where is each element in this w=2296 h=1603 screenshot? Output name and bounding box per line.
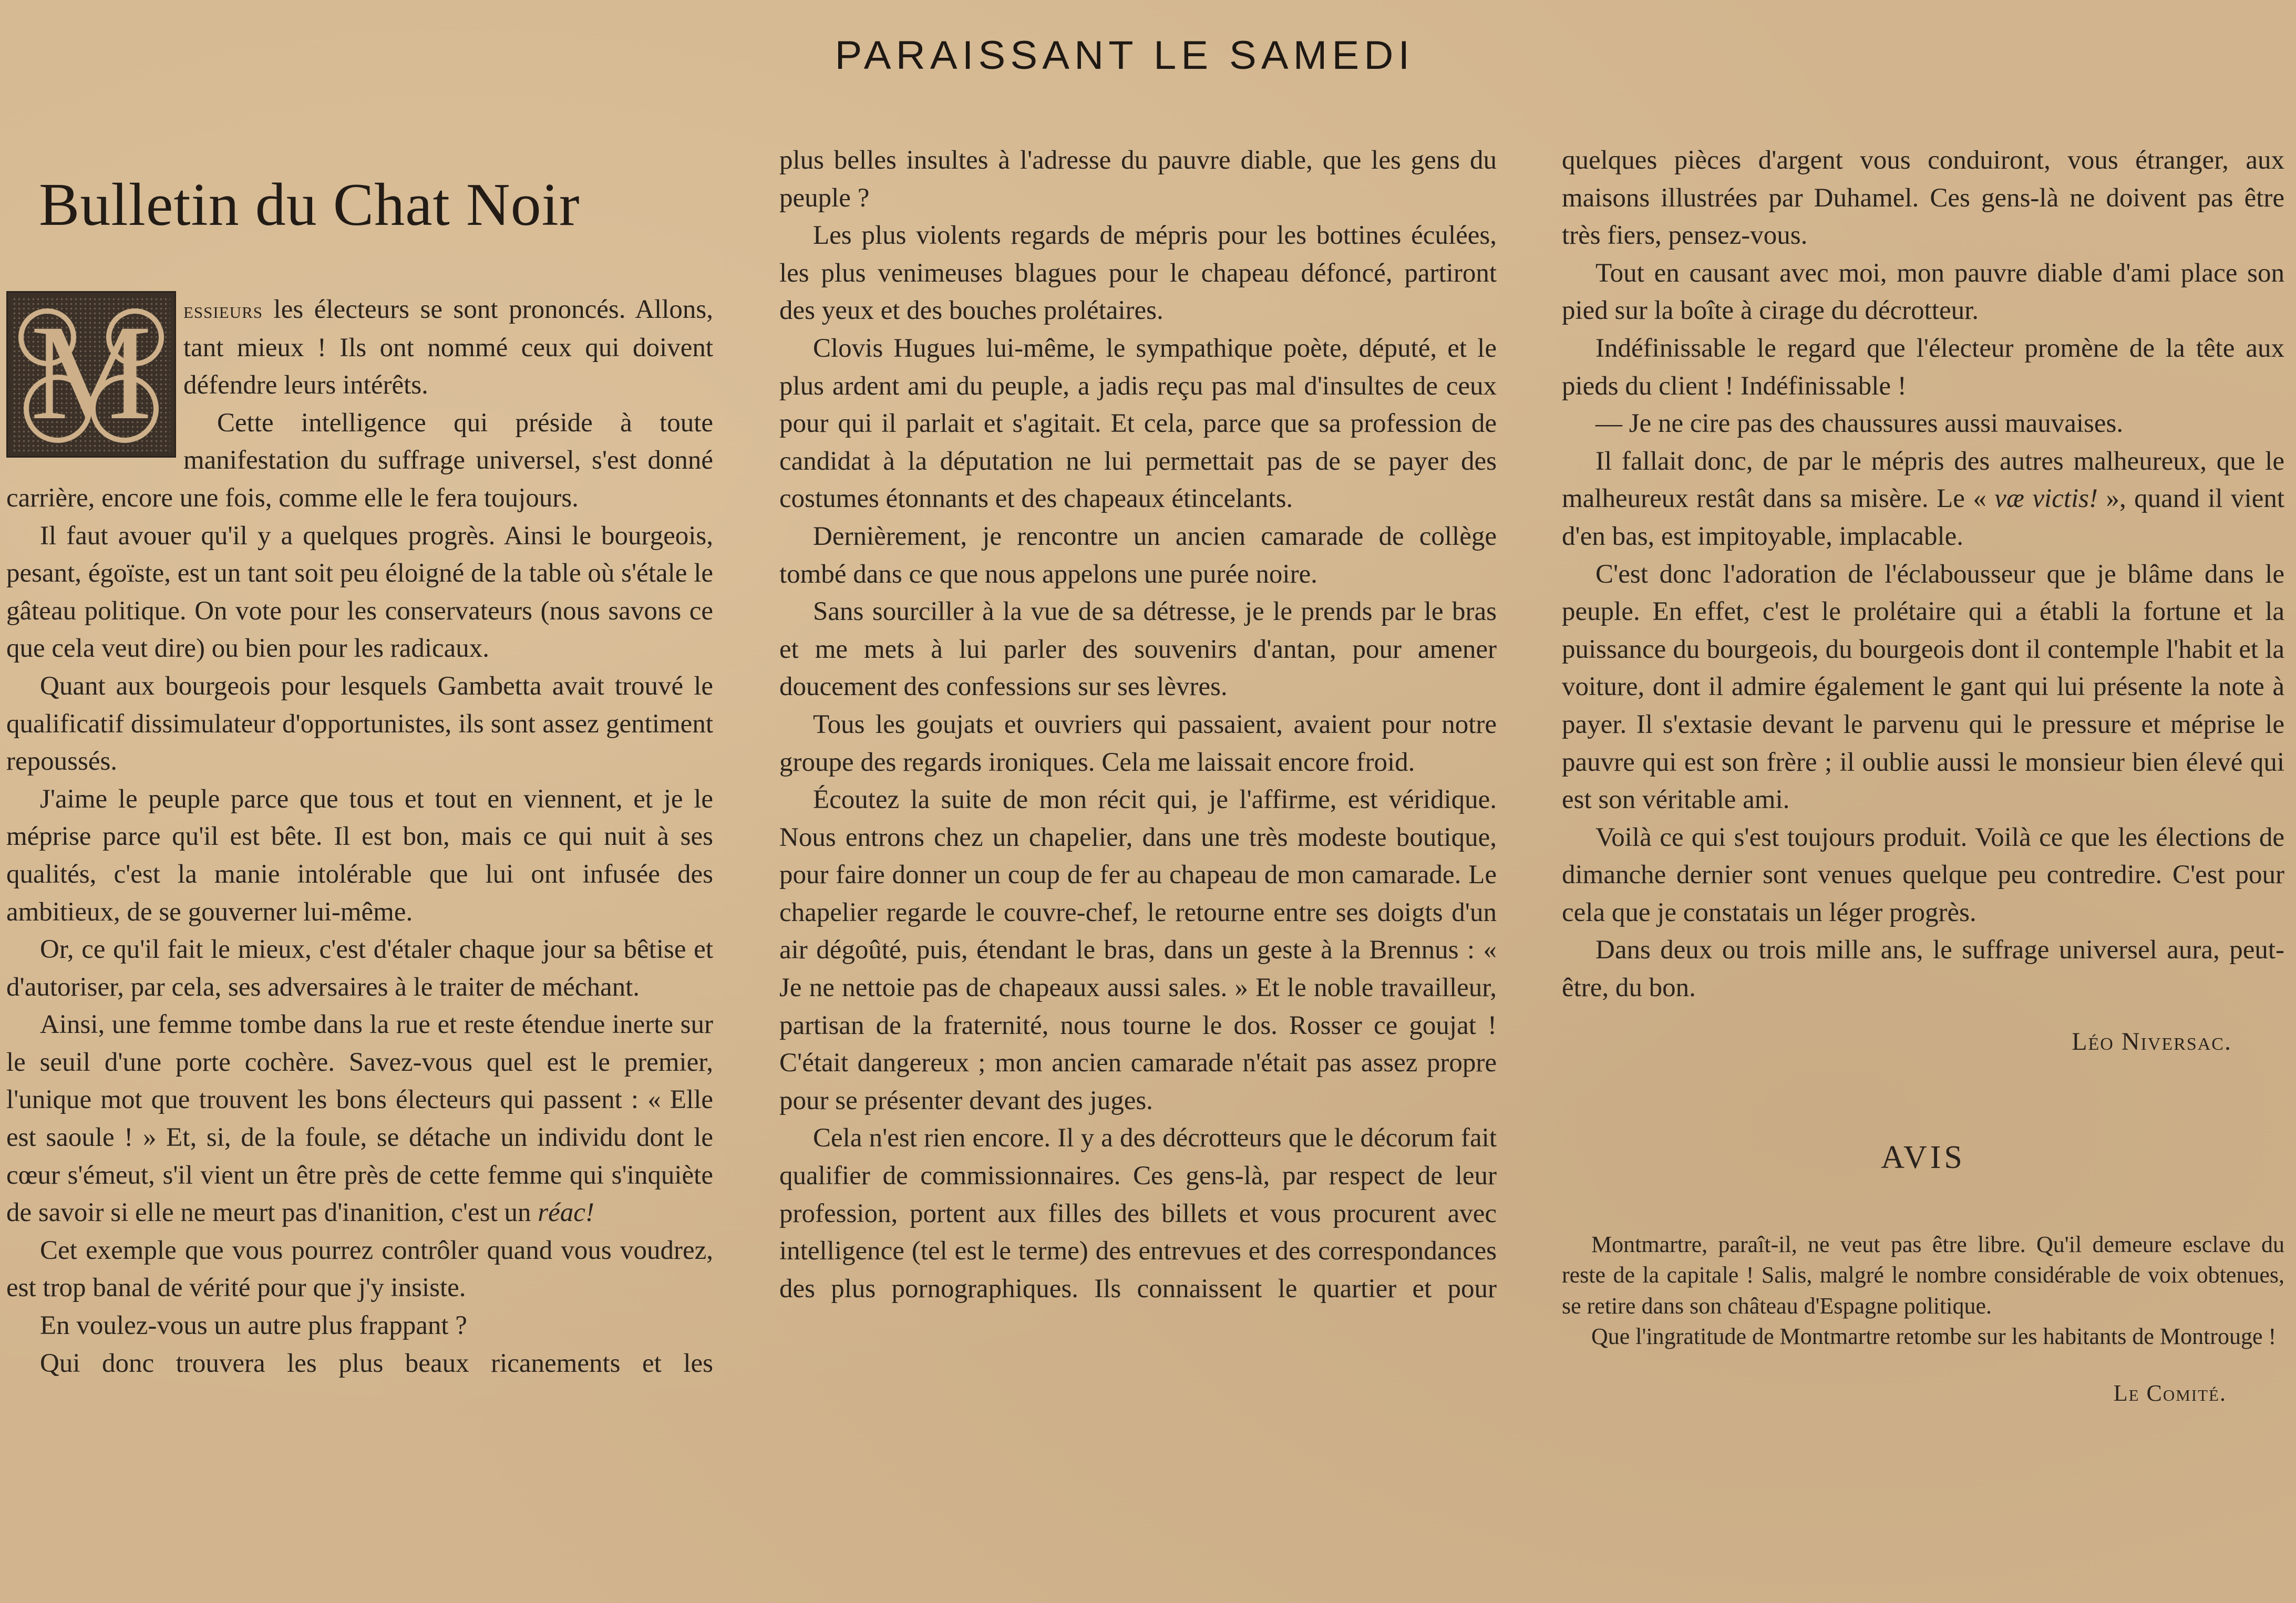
article-title: Bulletin du Chat Noir [39,171,580,239]
paragraph: C'est donc l'adoration de l'éclabousseur que je blâme dans le peuple. En effet, c'est le prolétaire qui a établi la fortune et la puissance du bourgeois, du bourgeois dont il contemple l'habit et la voiture, dont il admire également le gant qui lui présente la note à payer. Il s'extasie devant le parvenu qui le pressure et méprise le pauvre qui est son frère ; il oublie aussi le monsieur bien élevé qui est son véritable ami. [1562,559,2284,815]
lead-smallcaps: essieurs [183,297,263,323]
paragraph: — Je ne cire pas des chaussures aussi mauvaises. [1595,409,2124,439]
paragraph: Dans deux ou trois mille ans, le suffrage universel aura, peut-être, du bon. [1562,935,2284,1003]
avis-title: AVIS [1881,1140,1965,1176]
paragraph: Quant aux bourgeois pour lesquels Gambetta avait trouvé le qualificatif dissimulateur d'opportunistes, ils sont assez gentiment repoussés. [6,671,713,777]
paragraph: Cela n'est rien encore. Il y a des décrotteurs que le décorum fait qualifier de commissionnaires. Ces gens-là, par respect de leur profession, portent aux filles des billets et vous procurent avec intelligence (tel est le terme) des entrevues et des correspondances des plus pornographiques. Ils connaissent le quartier et pour [779,1123,1497,1304]
drop-cap-letter: M [30,297,152,448]
paragraph: Dernièrement, je rencontre un ancien camarade de collège tombé dans ce que nous appelons une purée noire. [779,521,1497,589]
paragraph: Cet exemple que vous pourrez contrôler quand vous voudrez, est trop banal de vérité pour que j'y insiste. [6,1235,713,1303]
lead-paragraph [6,291,713,518]
masthead: PARAISSANT LE SAMEDI [835,33,1415,78]
lead-text: les électeurs se sont prononcés. Allons, tant mieux ! Ils ont nommé ceux qui doivent défendre leurs intérêts. [183,295,713,400]
paragraph-text: Ainsi, une femme tombe dans la rue et reste étendue inerte sur le seuil d'une porte cochère. Savez-vous quel est le premier, l'unique mot que trouvent les bons électeurs qui passent : « Elle est saoule ! » Et, si, de la foule, se détache un individu dont le cœur s'émeut, s'il vient un être près de cette femme qui s'inquiète de savoir si elle ne meurt pas d'inanition, c'est un [6,1010,713,1228]
paragraph: En voulez-vous un autre plus frappant ? [40,1311,467,1341]
paragraph: Tous les goujats et ouvriers qui passaient, avaient pour notre groupe des regards ironiques. Cela me laissait encore froid. [779,709,1497,777]
avis-signature: Le Comité. [2113,1380,2227,1406]
avis-paragraph: Que l'ingratitude de Montmartre retombe sur les habitants de Montrouge ! [1591,1323,2277,1350]
column-1 [6,158,713,1382]
italic-vae-victis: væ victis! [1994,484,2098,514]
paragraph: plus belles insultes à l'adresse du pauvre diable, que les gens du peuple ? [779,146,1497,213]
paragraph: quelques pièces d'argent vous conduiront, vous étranger, aux maisons illustrées par Duhamel. Ces gens-là ne doivent pas être très fiers, pensez-vous. [1562,146,2284,251]
drop-cap-ornament [6,291,176,458]
paragraph: Les plus violents regards de mépris pour les bottines éculées, les plus venimeuses blagues pour le chapeau défoncé, partiront des yeux et des bouches prolétaires. [779,221,1497,326]
paragraph: Or, ce qu'il fait le mieux, c'est d'étaler chaque jour sa bêtise et d'autoriser, par cela, ses adversaires à le traiter de méchant. [6,935,713,1002]
paragraph: Clovis Hugues lui-même, le sympathique poète, député, et le plus ardent ami du peuple, a jadis reçu pas mal d'insultes de ceux pour qui il parlait et s'agitait. Et cela, parce que sa profession de candidat à la députation ne lui permettait pas de se payer des costumes étonnants et des chapeaux étincelants. [779,333,1497,514]
paragraph [6,1006,713,1232]
paragraph-text: Il fallait donc, de par le mépris des autres malheureux, que le malheureux restât dans sa misère. Le « [1562,446,2284,514]
paragraph: Il faut avouer qu'il y a quelques progrès. Ainsi le bourgeois, pesant, égoïste, est un tant soit peu éloigné de la table où s'étale le gâteau politique. On vote pour les conservateurs (nous savons ce que cela veut dire) ou bien pour les radicaux. [6,521,713,664]
paragraph: Sans sourciller à la vue de sa détresse, je le prends par le bras et me mets à lui parler des souvenirs d'antan, pour amener doucement des confessions sur ses lèvres. [779,597,1497,702]
paragraph: J'aime le peuple parce que tous et tout en viennent, et je le méprise parce qu'il est bête. Il est bon, mais ce qui nuit à ses qualités, c'est la manie intolérable que lui ont infusée des ambitieux, de se gouverner lui-même. [6,784,713,927]
italic-reac: réac! [538,1198,594,1228]
paragraph: Cette intelligence qui préside à toute manifestation du suffrage universel, s'est donné carrière, encore une fois, comme elle le fera toujours. [6,408,713,513]
paragraph: Tout en causant avec moi, mon pauvre diable d'ami place son pied sur la boîte à cirage du décrotteur. [1562,258,2284,326]
paragraph-text: », quand il vient d'en bas, est impitoyable, implacable. [1562,484,2285,551]
paragraph: Voilà ce qui s'est toujours produit. Voilà ce que les élections de dimanche dernier sont venues quelque peu contredire. C'est pour cela que je constatais un léger progrès. [1562,822,2284,927]
avis-paragraph: Montmartre, paraît-il, ne veut pas être libre. Qu'il demeure esclave du reste de la capitale ! Salis, malgré le nombre considérable de voix obtenues, se retire dans son château d'Espagne politique. [1562,1231,2284,1319]
author-signature: Léo Niversac. [2072,1027,2232,1056]
column-3 [1562,142,2284,1412]
column-2 [779,142,1497,1308]
paragraph: Écoutez la suite de mon récit qui, je l'affirme, est véridique. Nous entrons chez un chapelier, dans une très modeste boutique, pour faire donner un coup de fer au chapeau de mon camarade. Le chapelier regarde le couvre-chef, le retourne entre ses doigts d'un air dégoûté, puis, étendant le bras, dans un geste à la Brennus : « Je ne nettoie pas de chapeaux aussi sales. » Et le noble travailleur, partisan de la fraternité, nous tourne le dos. Rosser ce goujat ! C'était dangereux ; mon ancien camarade n'était pas assez propre pour se présenter devant des juges. [779,785,1497,1115]
paragraph: Qui donc trouvera les plus beaux ricanements et les [40,1348,713,1378]
avis-notice [1562,1139,2284,1412]
paragraph [1562,443,2284,556]
paragraph: Indéfinissable le regard que l'électeur promène de la tête aux pieds du client ! Indéfinissable ! [1562,333,2284,401]
